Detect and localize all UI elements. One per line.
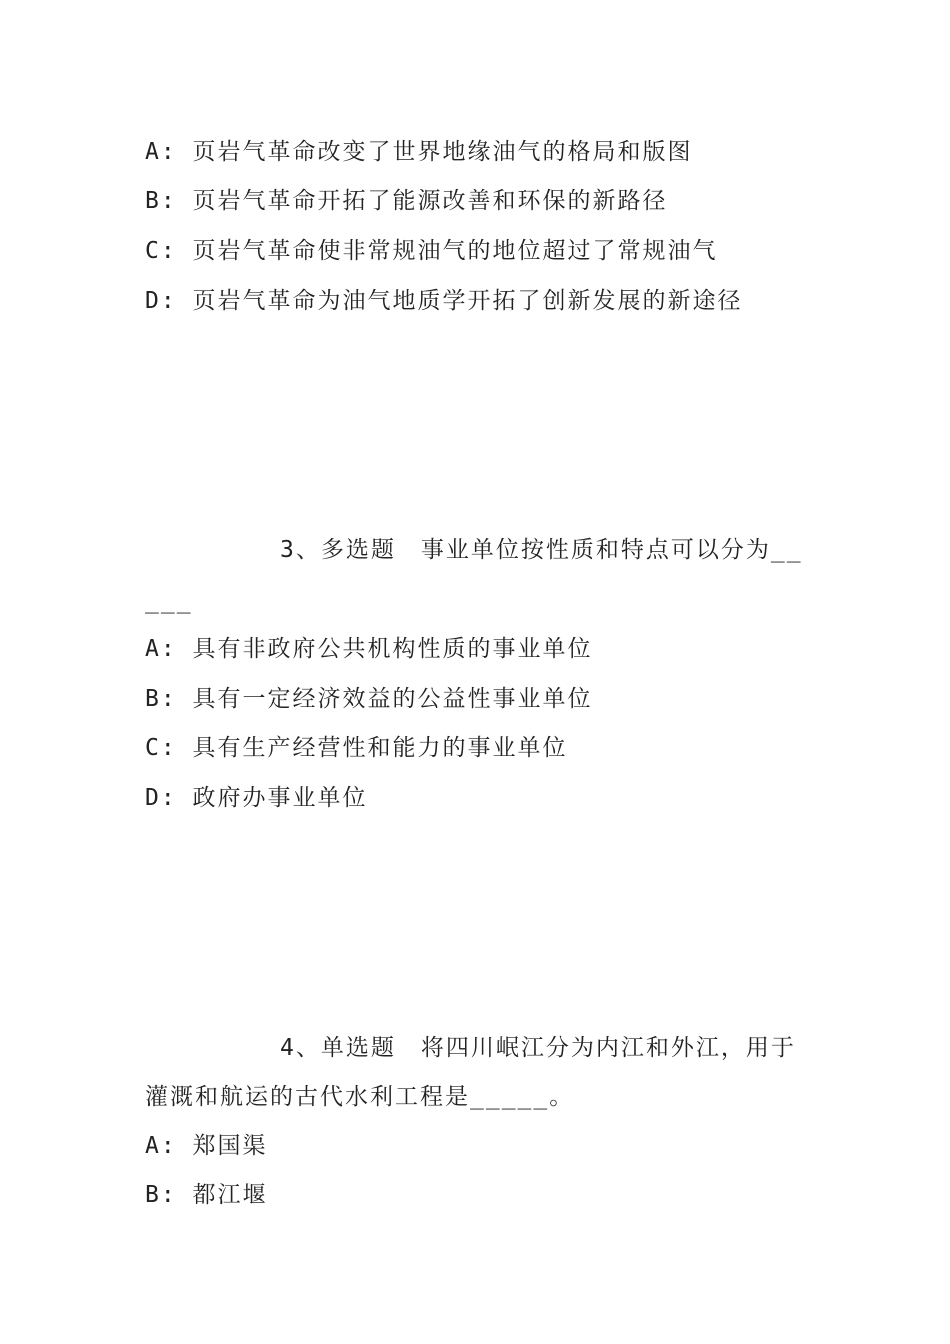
q3-heading: 3、多选题 事业单位按性质和特点可以分为__ [280,537,803,563]
q3-option-c: C: 具有生产经营性和能力的事业单位 [145,735,568,761]
q3-option-b: B: 具有一定经济效益的公益性事业单位 [145,686,593,712]
q2-option-a: A: 页岩气革命改变了世界地缘油气的格局和版图 [145,139,693,165]
q3-option-a: A: 具有非政府公共机构性质的事业单位 [145,636,593,662]
q2-option-c: C: 页岩气革命使非常规油气的地位超过了常规油气 [145,238,718,264]
q4-heading: 4、单选题 将四川岷江分为内江和外江，用于 [280,1035,796,1061]
q3-heading-continuation: ___ [145,588,193,614]
q4-heading-continuation: 灌溉和航运的古代水利工程是_____。 [145,1084,575,1110]
q3-option-d: D: 政府办事业单位 [145,785,368,811]
q2-option-b: B: 页岩气革命开拓了能源改善和环保的新路径 [145,188,668,214]
q4-option-b: B: 都江堰 [145,1182,268,1208]
q2-option-d: D: 页岩气革命为油气地质学开拓了创新发展的新途径 [145,288,743,314]
q4-option-a: A: 郑国渠 [145,1133,268,1159]
